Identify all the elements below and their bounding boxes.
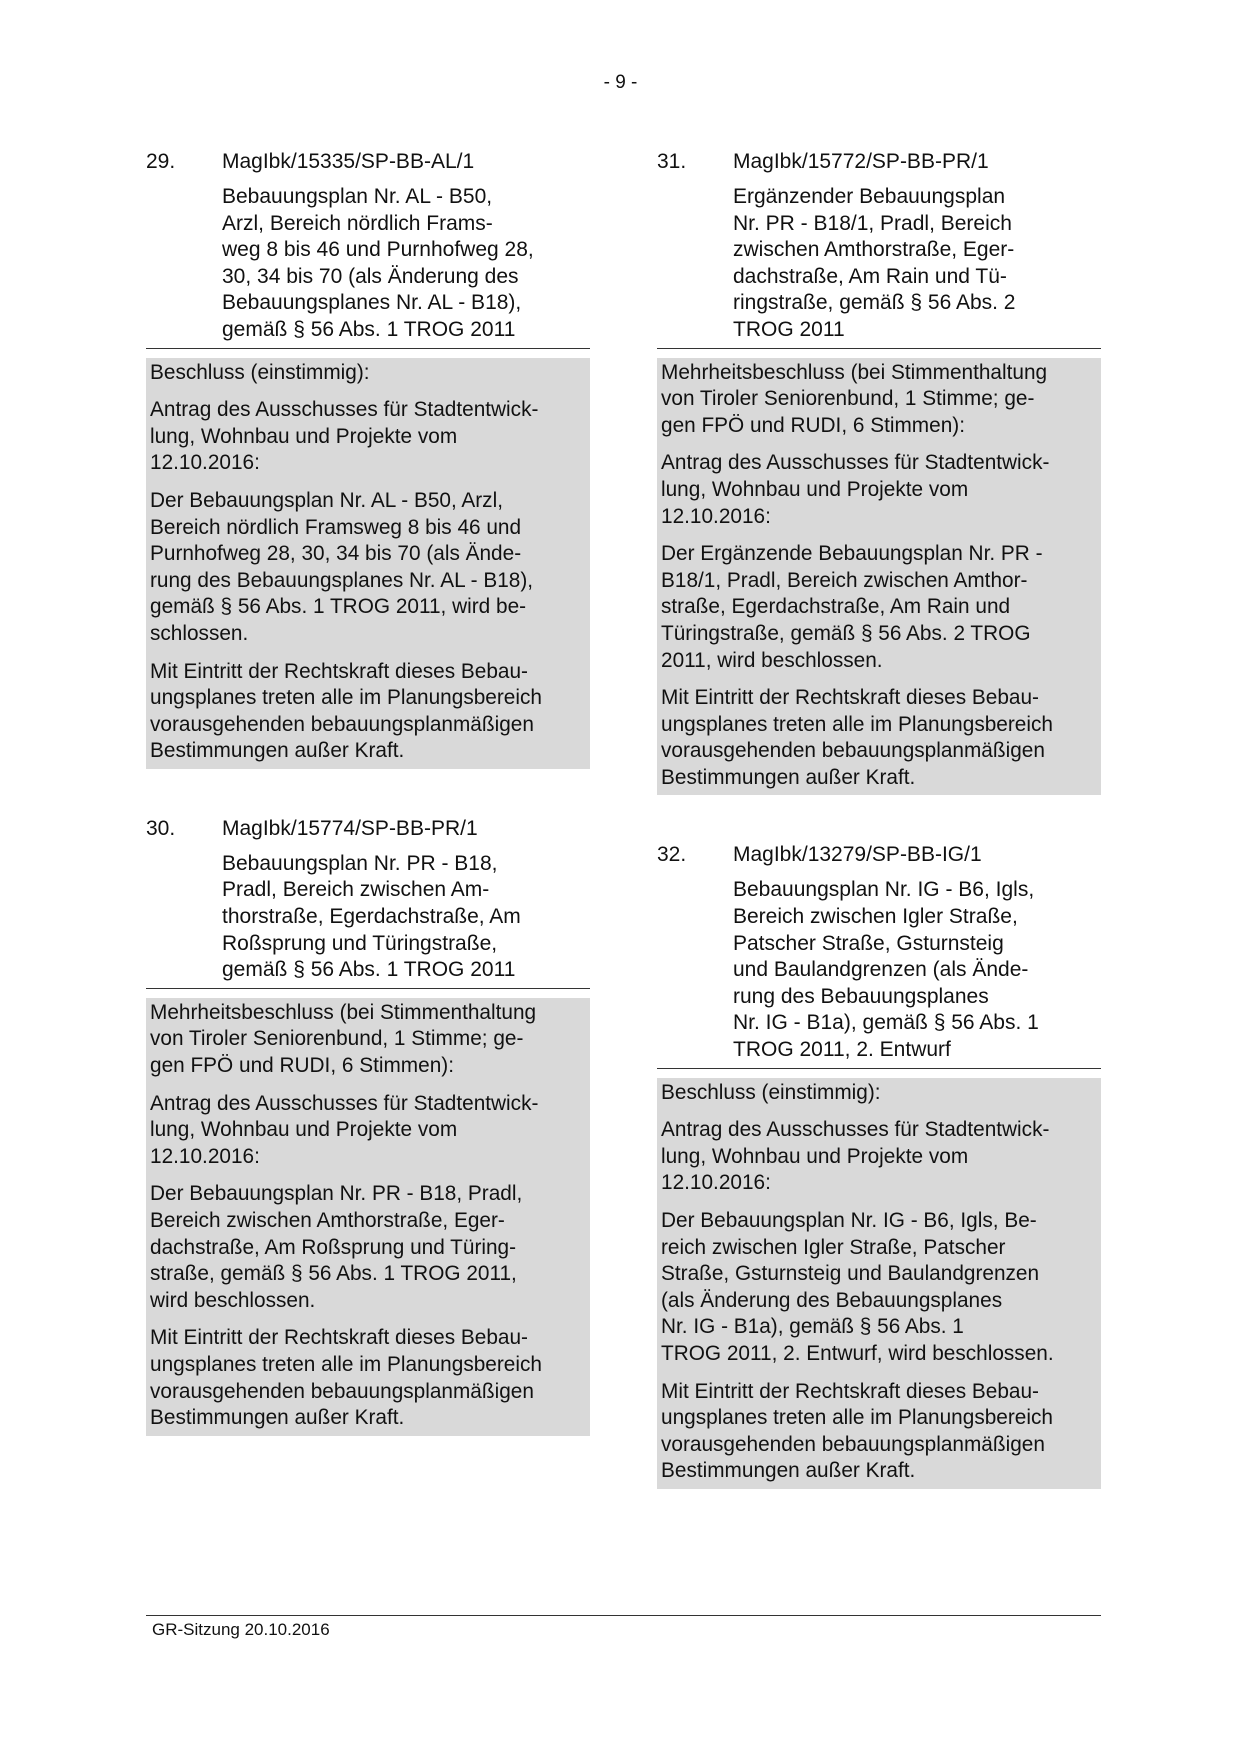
footer-session-date: GR-Sitzung 20.10.2016 — [152, 1620, 330, 1639]
item-reference: MagIbk/15774/SP-BB-PR/1 — [222, 816, 478, 840]
decision-effect: Mit Eintritt der Rechtskraft dieses Bebau- ungsplanes treten alle im Planungsbereich vorausgehenden bebauungsplanmäßigen Bestimmungen außer Kraft. — [150, 1326, 542, 1430]
decision-box — [146, 998, 590, 1436]
decision-effect: Mit Eintritt der Rechtskraft dieses Bebau- ungsplanes treten alle im Planungsbereich vorausgehenden bebauungsplanmäßigen Bestimmungen außer Kraft. — [150, 659, 542, 763]
item-reference: MagIbk/15335/SP-BB-AL/1 — [222, 150, 475, 173]
agenda-item-31 — [657, 148, 1101, 795]
item-divider — [657, 1068, 1101, 1069]
item-title: Bebauungsplan Nr. PR - B18, Pradl, Bereich zwischen Am- thorstraße, Egerdachstraße, Am Roßsprung und Türingstraße, gemäß § 56 Abs. 1 TROG 2011 — [222, 851, 521, 982]
decision-box — [146, 358, 590, 769]
decision-type: Beschluss (einstimmig): — [150, 360, 370, 384]
decision-resolution: Der Ergänzende Bebauungsplan Nr. PR - B18/1, Pradl, Bereich zwischen Amthor- straße, Egerdachstraße, Am Rain und Türingstraße, gemäß § 56 Abs. 2 TROG 2011, wird beschlossen. — [661, 542, 1043, 672]
decision-resolution: Der Bebauungsplan Nr. IG - B6, Igls, Be- reich zwischen Igler Straße, Patscher Straße, Gsturnsteig und Baulandgrenzen (als Änderung des Bebauungsplanes Nr. IG - B1a), gemäß § 56 Abs. 1 TROG 2011, 2. Entwurf, wird beschlossen. — [661, 1209, 1054, 1365]
item-header — [657, 148, 1101, 175]
item-number: 29. — [146, 150, 176, 173]
decision-effect: Mit Eintritt der Rechtskraft dieses Bebau- ungsplanes treten alle im Planungsbereich vorausgehenden bebauungsplanmäßigen Bestimmungen außer Kraft. — [661, 686, 1053, 789]
item-header — [657, 841, 1101, 868]
decision-box — [657, 358, 1101, 796]
item-reference: MagIbk/15772/SP-BB-PR/1 — [733, 150, 989, 173]
decision-resolution: Der Bebauungsplan Nr. PR - B18, Pradl, Bereich zwischen Amthorstraße, Eger- dachstraße, Am Roßsprung und Türing- straße, gemäß § 56 Abs. 1 TROG 2011, wird beschlossen. — [150, 1182, 523, 1312]
item-title: Bebauungsplan Nr. AL - B50, Arzl, Bereich nördlich Frams- weg 8 bis 46 und Purnhofweg 28, 30, 34 bis 70 (als Änderung des Bebauungsplanes Nr. AL - B18), gemäß § 56 Abs. 1 TROG 2011 — [222, 185, 534, 341]
right-column — [657, 148, 1101, 1489]
agenda-item-32 — [657, 841, 1101, 1488]
item-number: 31. — [657, 150, 687, 173]
decision-effect: Mit Eintritt der Rechtskraft dieses Bebau- ungsplanes treten alle im Planungsbereich vorausgehenden bebauungsplanmäßigen Bestimmungen außer Kraft. — [661, 1379, 1053, 1483]
decision-motion: Antrag des Ausschusses für Stadtentwick- lung, Wohnbau und Projekte vom 12.10.2016: — [661, 451, 1050, 528]
item-divider — [146, 988, 590, 989]
decision-motion: Antrag des Ausschusses für Stadtentwick- lung, Wohnbau und Projekte vom 12.10.2016: — [150, 398, 539, 475]
footer-divider — [146, 1615, 1101, 1616]
item-divider — [657, 348, 1101, 349]
item-title: Ergänzender Bebauungsplan Nr. PR - B18/1, Pradl, Bereich zwischen Amthorstraße, Eger- dachstraße, Am Rain und Tü- ringstraße, gemäß § 56 Abs. 2 TROG 2011 — [733, 185, 1016, 341]
decision-motion: Antrag des Ausschusses für Stadtentwick- lung, Wohnbau und Projekte vom 12.10.2016: — [661, 1118, 1050, 1195]
decision-motion: Antrag des Ausschusses für Stadtentwick- lung, Wohnbau und Projekte vom 12.10.2016: — [150, 1091, 539, 1168]
item-number: 30. — [146, 816, 176, 840]
page-number: - 9 - — [603, 72, 638, 93]
decision-type: Mehrheitsbeschluss (bei Stimmenthaltung von Tiroler Seniorenbund, 1 Stimme; ge- gen FPÖ und RUDI, 6 Stimmen): — [150, 1000, 537, 1078]
decision-type: Mehrheitsbeschluss (bei Stimmenthaltung von Tiroler Seniorenbund, 1 Stimme; ge- gen FPÖ und RUDI, 6 Stimmen): — [661, 360, 1048, 437]
item-title: Bebauungsplan Nr. IG - B6, Igls, Bereich zwischen Igler Straße, Patscher Straße, Gsturnsteig und Baulandgrenzen (als Ände- rung des Bebauungsplanes Nr. IG - B1a), gemäß § 56 Abs. 1 TROG 2011, 2. Entwurf — [733, 878, 1039, 1062]
decision-box — [657, 1078, 1101, 1489]
item-header — [146, 148, 590, 175]
item-divider — [146, 348, 590, 349]
decision-resolution: Der Bebauungsplan Nr. AL - B50, Arzl, Bereich nördlich Framsweg 8 bis 46 und Purnhofweg 28, 30, 34 bis 70 (als Ände- rung des Bebauungsplanes Nr. AL - B18), gemäß § 56 Abs. 1 TROG 2011, wird be- schlossen. — [150, 488, 534, 645]
item-number: 32. — [657, 843, 687, 867]
item-reference: MagIbk/13279/SP-BB-IG/1 — [733, 843, 982, 867]
agenda-item-29 — [146, 148, 590, 769]
agenda-item-30 — [146, 815, 590, 1436]
decision-type: Beschluss (einstimmig): — [661, 1080, 881, 1104]
item-header — [146, 815, 590, 842]
left-column — [146, 148, 590, 1436]
